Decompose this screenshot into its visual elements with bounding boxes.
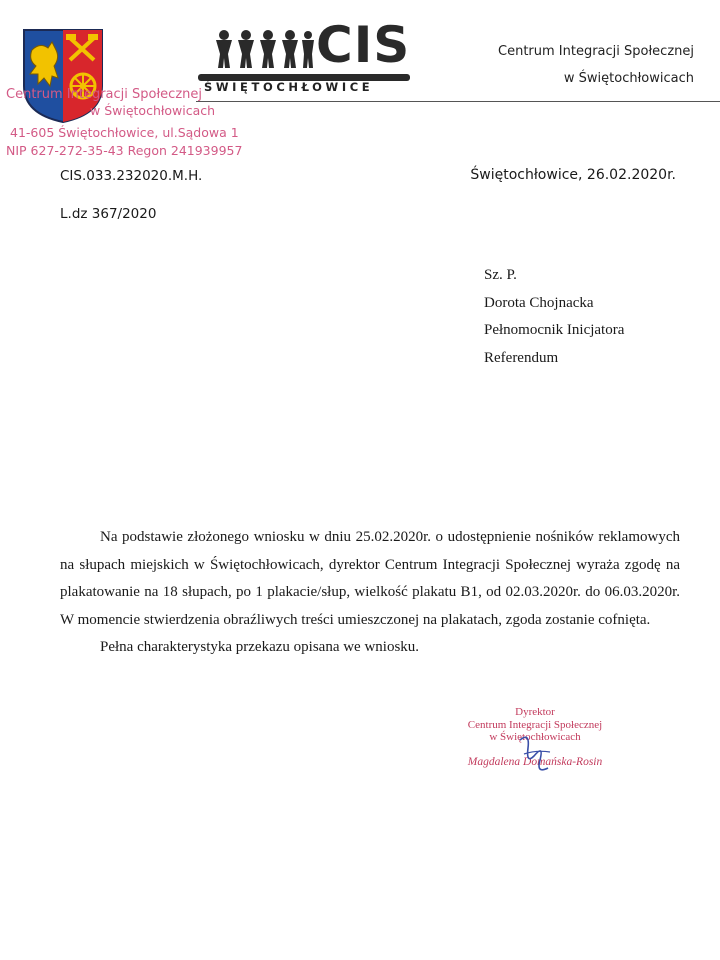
stamp-line-4: NIP 627-272-35-43 Regon 241939957 [6,143,243,158]
handwritten-signature-icon [514,730,554,776]
logo-city: ŚWIĘTOCHŁOWICE [204,80,374,94]
reference-number: CIS.033.232020.M.H. [60,168,203,184]
stamp-line-3: 41-605 Świętochłowice, ul.Sądowa 1 [10,125,239,140]
letter-body [60,524,680,662]
organization-stamp [6,86,242,160]
letter-date: Świętochłowice, 26.02.2020r. [470,167,676,183]
stamp-line-1: Centrum Integracji Społecznej [6,87,202,102]
signature-line-2: w Świętochłowicach [489,731,581,743]
org-line-2: w Świętochłowicach [563,71,694,86]
body-paragraph-2: Pełna charakterystyka przekazu opisana we wniosku. [100,639,420,655]
recipient-line: Pełnomocnik Inicjatora [484,322,625,338]
recipient-block [484,262,624,372]
recipient-line: Sz. P. [484,267,517,283]
header-divider [196,101,720,102]
organization-name [434,38,694,92]
stamp-line-2: w Świętochłowicach [90,103,216,118]
logo-text: CIS [316,16,411,74]
people-figures-icon [214,28,314,68]
cis-logo [198,16,412,94]
signature-name: Magdalena Domańska-Rosin [467,755,603,768]
signature-title: Dyrektor [515,706,555,718]
recipient-line: Dorota Chojnacka [484,294,594,311]
signature-line-1: Centrum Integracji Społecznej [467,718,603,731]
body-paragraph-1: Na podstawie złożonego wniosku w dniu 25.02.2020r. o udostępnienie nośników reklamowych na słupach miejskich w Świętochłowicach, dyrektor Centrum Integracji Społecznej wyraża zgodę na plakatowanie na 18 słupach, po 1 plakacie/słup, wielkość plakatu B1, od 02.03.2020r. do 06.03.2020r. W momencie stwierdzenia obraźliwych treści umieszczonej na plakatach, zgoda zostanie cofnięta. [60,529,680,628]
recipient-line: Referendum [484,349,559,366]
ldz-number: L.dz 367/2020 [60,206,157,222]
org-line-1: Centrum Integracji Społecznej [498,44,694,59]
